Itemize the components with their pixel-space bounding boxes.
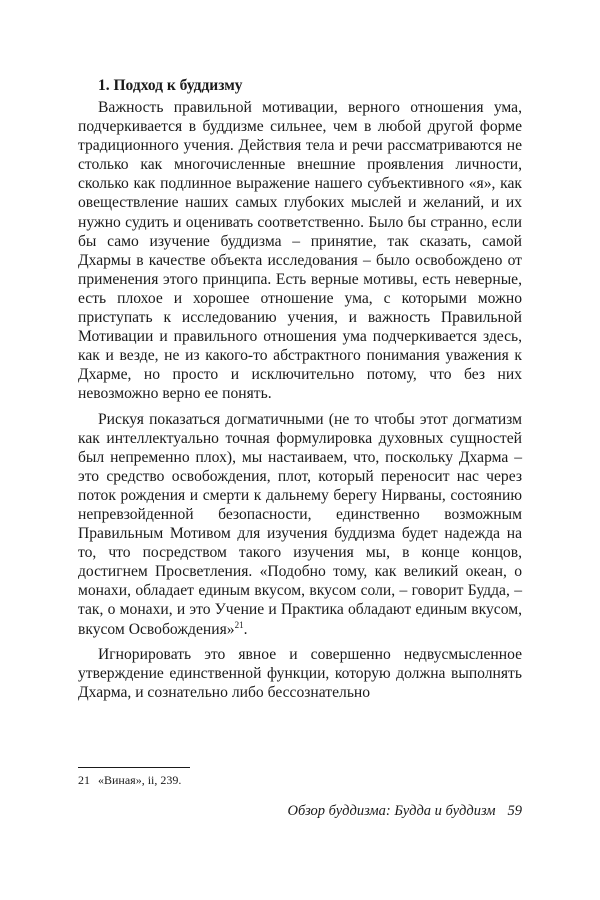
footnote-text: «Виная», ii, 239. bbox=[98, 773, 182, 787]
section-title: 1. Подход к буддизму bbox=[98, 77, 243, 94]
running-title: Обзор буддизма: Будда и буддизм bbox=[287, 803, 496, 819]
paragraph-2-end: . bbox=[243, 620, 248, 638]
paragraph-2 bbox=[78, 410, 522, 639]
paragraph-3: Игнорировать это явное и совершенно недвусмысленное утверждение единственной функции, которую должна выполнять Дхарма, и сознательно либо бессознательно bbox=[78, 645, 522, 701]
footnote-number: 21 bbox=[78, 773, 90, 787]
footnote-divider bbox=[78, 767, 190, 768]
page-number: 59 bbox=[507, 803, 522, 819]
running-footer bbox=[288, 802, 522, 820]
paragraph-2-text: Рискуя показаться догматичными (не то чтобы этот догматизм как интеллектуально точная формулировка духовных сущностей был непременно плох), мы настаиваем, что, поскольку Дхарма – это средство освобождения, плот, который переносит нас через поток рождения и смерти к дальнему берегу Нирваны, состоянию непревзойденной безопасности, единственно возможным Правильным Мотивом для изучения буддизма будет надежда на то, что посредством такого изучения мы, в конце концов, достигнем Просветления. «Подобно тому, как великий океан, о монахи, обладает единым вкусом, вкусом соли, – говорит Будда, – так, о монахи, и это Учение и Практика обладают единым вкусом, вкусом Освобождения» bbox=[78, 410, 522, 638]
paragraph-1: Важность правильной мотивации, верного отношения ума, подчеркивается в буддизме сильнее, чем в любой другой форме традиционного учения. Действия тела и речи рассматриваются не столько как многочисленные внешние проявления личности, сколько как подлинное выражение нашего субъективного «я», как овеществление наших самых глубоких мыслей и желаний, и их нужно судить и оценивать соответственно. Было бы странно, если бы само изучение буддизма – принятие, так сказать, самой Дхармы в качестве объекта исследования – было освобождено от применения этого принципа. Есть верные мотивы, есть неверные, есть плохое и хорошее отношение ума, с которыми можно приступать к исследованию учения, и важность Правильной Мотивации и правильного отношения ума подчеркивается здесь, как и везде, не из какого-то абстрактного понимания уважения к Дхарме, но просто и исключительно потому, что без них невозможно верно ее понять. bbox=[78, 99, 522, 403]
footnote bbox=[78, 773, 181, 788]
page-body bbox=[78, 76, 522, 708]
footnote-reference[interactable]: 21 bbox=[234, 619, 244, 630]
